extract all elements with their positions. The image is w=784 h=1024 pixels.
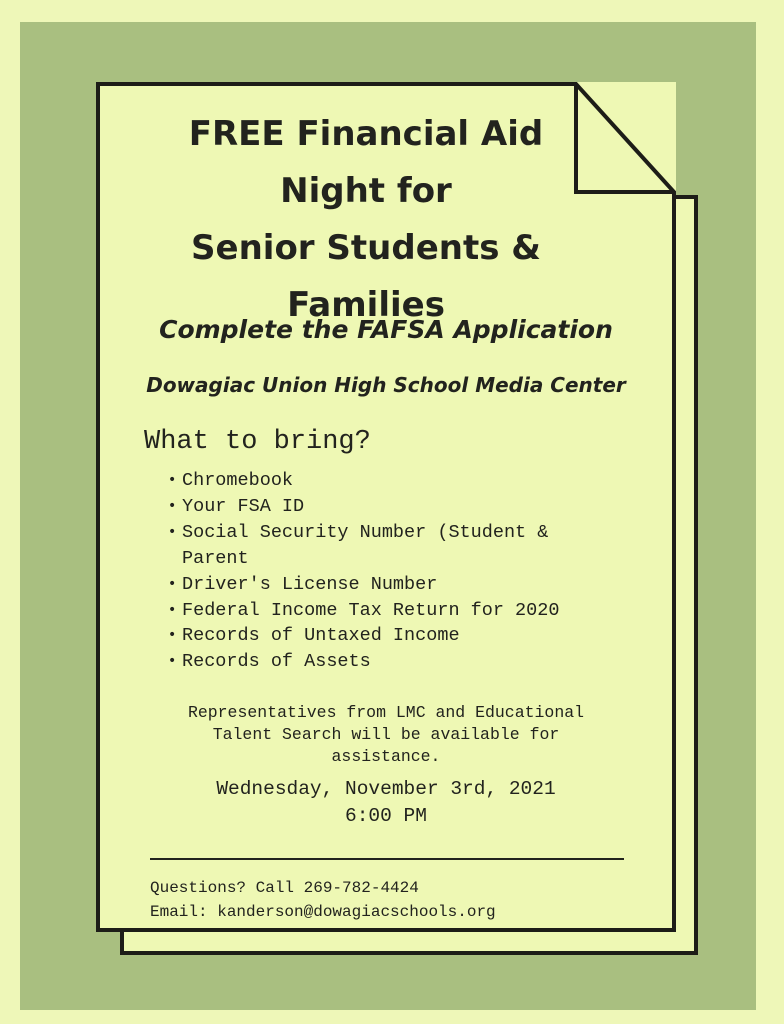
bring-item-text: Chromebook [182, 470, 294, 491]
representatives-line: Representatives from LMC and Educational [187, 703, 585, 722]
bring-item [168, 598, 638, 624]
bullet-icon: • [168, 497, 177, 514]
representatives-note [146, 702, 626, 768]
event-date: Wednesday, November 3rd, 2021 [216, 778, 556, 800]
title-line: Senior Students & [191, 228, 541, 268]
bring-item-text: Records of Assets [182, 651, 371, 673]
contact-email: Email: kanderson@dowagiacschools.org [150, 903, 496, 921]
title-line: Night for [280, 171, 452, 211]
bring-item [168, 649, 638, 675]
representatives-line: assistance. [331, 747, 441, 766]
bring-list [168, 468, 638, 675]
bring-item [168, 572, 638, 598]
representatives-line: Talent Search will be available for [212, 725, 560, 744]
bullet-icon: • [168, 523, 177, 540]
bring-item-text: Parent [182, 547, 249, 569]
bullet-icon: • [168, 472, 177, 488]
bring-item [168, 623, 638, 649]
contact-phone: Questions? Call 269-782-4424 [150, 879, 419, 897]
event-venue: Dowagiac Union High School Media Center [146, 373, 626, 397]
bring-item-text: Social Security Number (Student & [182, 521, 549, 543]
title-line: FREE Financial Aid [188, 114, 544, 154]
title-line: Families [287, 285, 445, 325]
bullet-icon: • [168, 575, 177, 592]
bring-heading: What to bring? [144, 427, 371, 457]
bullet-icon: • [168, 601, 177, 618]
bullet-icon: • [168, 653, 177, 670]
bring-item-text: Your FSA ID [182, 495, 305, 517]
bring-item-text: Federal Income Tax Return for 2020 [182, 599, 560, 621]
bullet-icon: • [168, 627, 177, 644]
bring-item-continuation [168, 546, 638, 572]
bring-item-text: Records of Untaxed Income [182, 625, 460, 647]
bring-item-text: Driver's License Number [182, 573, 438, 595]
flyer-title [156, 106, 576, 334]
bring-item [168, 468, 638, 494]
divider-line [150, 858, 624, 860]
event-time: 6:00 PM [345, 805, 427, 827]
bring-item [168, 520, 638, 546]
bring-item [168, 494, 638, 520]
flyer-subtitle: Complete the FAFSA Application [159, 315, 613, 344]
document-sheet [96, 82, 676, 932]
